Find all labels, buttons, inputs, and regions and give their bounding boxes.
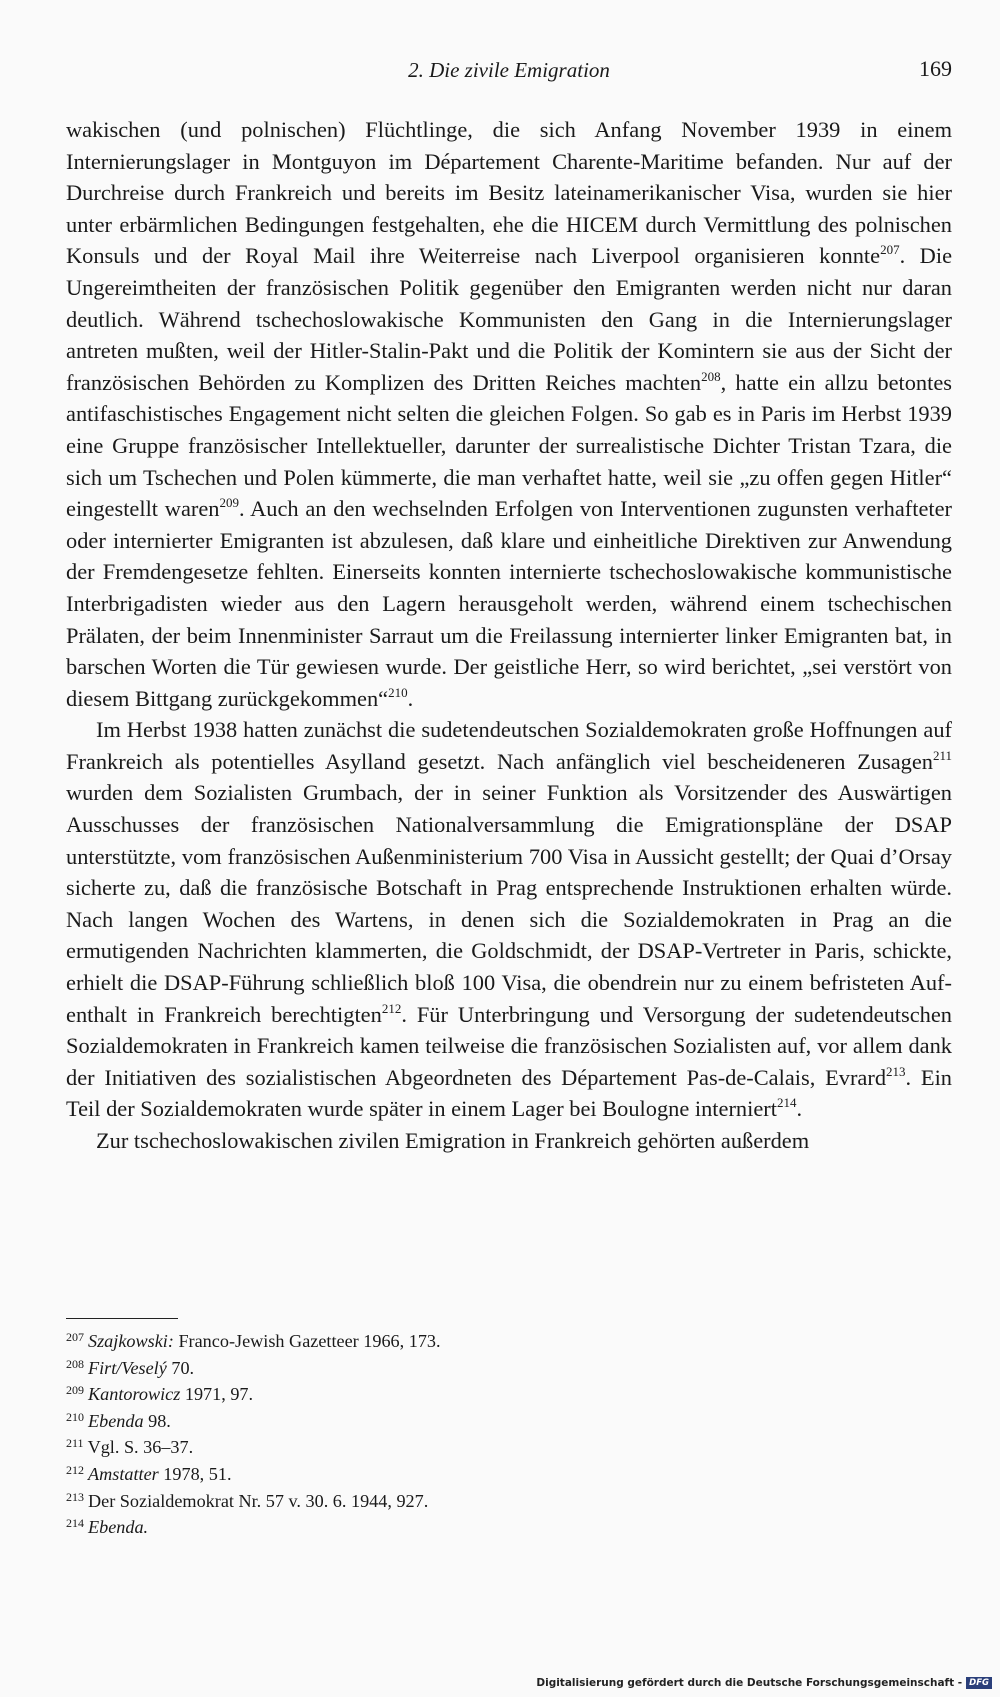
footnote-author: Szajkowski: [88,1331,174,1351]
footnote-ref-214: 214 [776,1095,797,1111]
footnote-ref-212: 212 [381,1000,402,1016]
footnote-author: Kantorowicz [88,1384,181,1405]
footnote-text: 98. [143,1410,171,1431]
text-run: , hatte ein allzu betontes antifaschistisches Engagement nicht selten die gleichen Folgen. So gab es in Paris im Herbst 1939 eine Gruppe französischer Intellektueller, darunter der surrealistische Dichter Tristan Tzara, die sich um Tschechen und Polen kümmerte, die man verhaftet hatte, weil sie „zu offen gegen Hitler“ eingestellt waren [66,369,952,522]
footnote-number: 214 [66,1516,84,1531]
paragraph-3: Zur tschechoslowakischen zivilen Emigration in Frankreich gehörten außerdem [96,1128,810,1153]
footnote-text: 1978, 51. [158,1463,232,1484]
footnote-214 [66,1514,952,1541]
funding-text: Digitalisierung gefördert durch die Deutsche Forschungsgemeinschaft - [536,1677,963,1689]
text-run: wurden dem Sozialisten Grumbach, der in seiner Funktion als Vorsitzender des Auswärtigen Ausschusses der französischen Nationalversammlung die Emigrationspläne der DSAP unterstützte, vom französischen Außenministerium 700 Visa in Aussicht gestellt; der Quai d’Orsay sicherte zu, daß die französische Botschaft in Prag entsprechende Instruktionen erhalten würde. Nach langen Wochen des Wartens, in denen sich die Sozialdemokraten in Prag an die ermutigenden Nachrichten klammerten, die Goldschmidt, der DSAP-Vertreter in Paris, schickte, erhielt die DSAP-Führung schließlich bloß 100 Visa, die obendrein nur zu einem befristeten Aufenthalt in Frankreich berechtigten [66,780,952,1027]
footnote-ref-211: 211 [932,747,952,763]
footnote-number: 207 [66,1330,84,1344]
footnote-number: 213 [66,1489,84,1504]
footnote-212 [66,1461,952,1488]
footnote-text: Franco-Jewish Gazetteer 1966, 173. [173,1331,441,1351]
text-run: . [796,1096,803,1122]
footnote-number: 208 [66,1356,84,1371]
footnote-text: Der Sozialdemokrat Nr. 57 v. 30. 6. 1944, 927. [88,1490,429,1511]
text-run: . [407,685,414,711]
footnote-text: 1971, 97. [180,1384,254,1405]
text-run: . Ein Teil der Sozialdemokraten wurde später in einem Lager bei Boulogne interniert [66,1064,952,1122]
paragraph-1 [66,114,952,714]
body-text [66,114,952,1157]
footnote-author: Amstatter [88,1463,159,1484]
footnote-210 [66,1408,952,1435]
footnote-author: Ebenda. [88,1517,149,1538]
footnote-number: 210 [66,1409,84,1424]
page-number: 169 [919,56,952,81]
dfg-logo-icon: DFG [966,1677,992,1689]
chapter-title: 2. Die zivile Emigration [408,58,610,82]
text-run: Im Herbst 1938 hatten zunächst die sudetendeutschen Sozialdemokraten große Hoffnungen auf Frankreich als potentielles Asylland gesetzt. Nach anfänglich viel bescheideneren Zusagen [66,717,952,774]
footnote-208 [66,1355,952,1382]
footnote-author: Firt/Veselý [88,1357,167,1378]
footnote-text: 70. [166,1357,195,1378]
footnote-author: Ebenda [88,1410,144,1431]
paragraph-2 [66,714,952,1125]
footnote-text: Vgl. S. 36–37. [87,1437,194,1458]
text-run: . Für Unterbringung und Versorgung der sudetendeutschen Sozialdemokraten in Frankreich kamen teilweise die französischen Sozialisten auf, vor allem dank der Initiativen des sozialistischen Abgeordneten des Département Pas-de-Calais, Evrard [66,1001,953,1090]
footnote-211 [66,1434,952,1461]
text-run: . Auch an den wechselnden Erfolgen von Interventionen zugunsten verhafteter oder internierter Emigranten ist abzulesen, daß klare und einheitliche Direktiven zur Anwendung der Fremdengesetze fehlten. Einerseits konnten internierte tschechoslowakische kommunistische Interbrigadisten wieder aus den Lagern herausgeholt werden, während einem tschechischen Prälaten, der beim Innenminister Sarraut um die Freilassung internierter linker Emigranten bat, in barschen Worten die Tür gewiesen wurde. Der geistliche Herr, so wird berichtet, „sei verstört von diesem Bittgang zurückgekommen“ [66,496,952,711]
footnote-213 [66,1488,952,1515]
footnote-ref-207: 207 [880,242,900,258]
footnote-ref-210: 210 [388,684,408,700]
text-run: wakischen (und polnischen) Flüchtlinge, die sich Anfang November 1939 in einem Internierungslager in Montguyon im Département Charente-Maritime befanden. Nur auf der Durchreise durch Frankreich und bereits im Besitz lateinamerikanischer Visa, wurden sie hier unter erbärmlichen Bedingungen festgehalten, ehe die HICEM durch Vermittlung des polnischen Konsuls und der Royal Mail ihre Weiterreise nach Liverpool organisieren konnte [66,117,952,269]
running-head [66,54,952,86]
funding-banner [536,1675,992,1691]
footnotes [66,1328,952,1541]
footnote-207 [66,1328,952,1355]
footnote-rule [66,1318,178,1319]
footnote-number: 211 [66,1436,84,1451]
footnote-number: 209 [66,1383,84,1398]
footnote-ref-208: 208 [701,368,721,384]
footnote-209 [66,1381,952,1408]
footnote-ref-213: 213 [886,1063,906,1079]
text-run: . Die Ungereimtheiten der französischen Politik gegenüber den Emigranten werden nicht nur daran deutlich. Während tschechoslowakische Kommunisten den Gang in die Internierungslager antreten mußten, weil der Hitler-Stalin-Pakt und die Politik der Komintern sie aus der Sicht der französischen Behörden zu Komplizen des Dritten Reiches machten [66,243,953,395]
footnote-ref-209: 209 [219,495,239,511]
footnote-number: 212 [66,1462,84,1477]
